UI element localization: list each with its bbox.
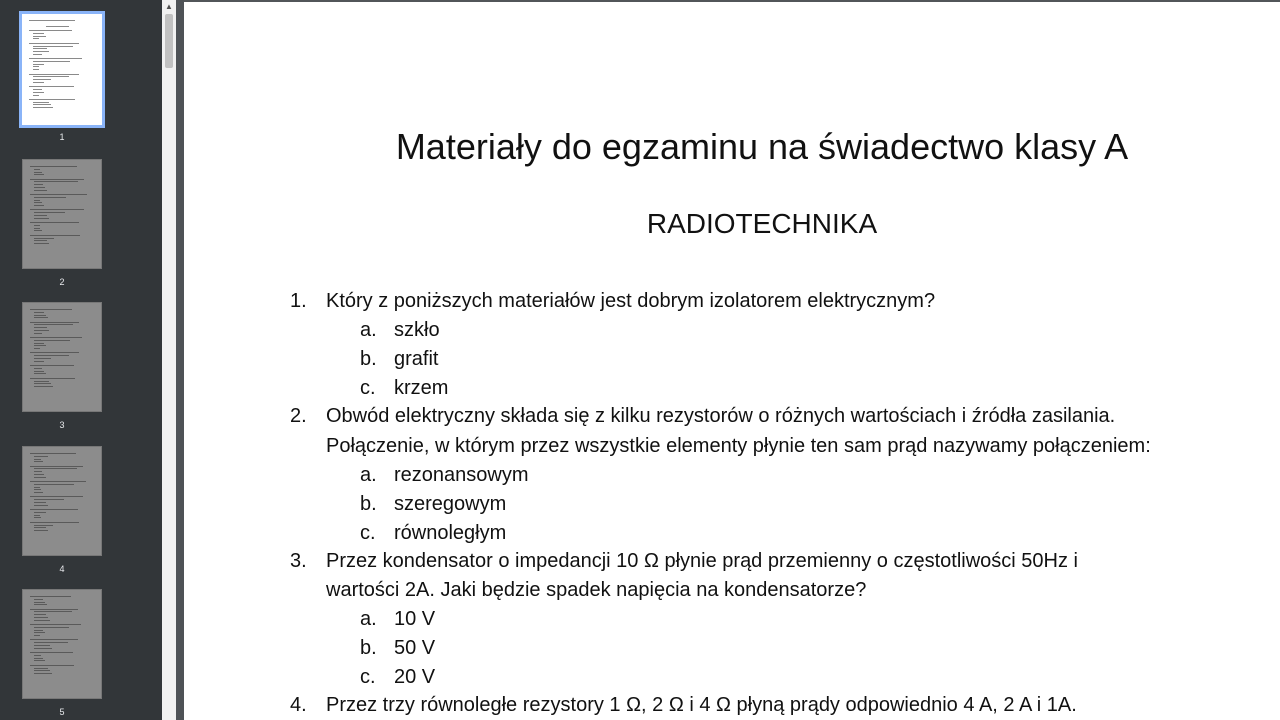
thumbnail-text-line bbox=[34, 468, 77, 469]
thumbnail-text-line bbox=[29, 86, 74, 87]
thumbnail-text-line bbox=[33, 69, 39, 70]
thumbnail-text-line bbox=[34, 530, 48, 531]
thumbnail-text-line bbox=[34, 525, 53, 526]
thumbnail-page-number: 3 bbox=[59, 420, 65, 430]
thumbnail-text-line bbox=[33, 104, 51, 105]
thumbnail-text-line bbox=[34, 599, 43, 600]
thumbnail-text-line bbox=[34, 386, 53, 387]
thumbnail-text-line bbox=[34, 230, 42, 231]
thumbnail-text-line bbox=[34, 197, 66, 198]
thumbnail-text-line bbox=[34, 327, 47, 328]
option-letter: a. bbox=[360, 319, 377, 341]
option-letter: b. bbox=[360, 637, 377, 659]
thumbnail-text-line bbox=[34, 225, 40, 226]
option-text: grafit bbox=[394, 348, 439, 370]
option-letter: c. bbox=[360, 522, 376, 544]
thumbnail-text-line bbox=[34, 333, 42, 334]
sidebar-scrollbar[interactable] bbox=[162, 0, 176, 720]
thumbnail-page-3[interactable] bbox=[0, 302, 162, 442]
thumbnail-text-line bbox=[34, 630, 43, 631]
thumbnail-text-line bbox=[34, 670, 50, 671]
question-text: Połączenie, w którym przez wszystkie elementy płynie ten sam prąd nazywamy połączeniem: bbox=[326, 435, 1151, 457]
thumbnail-text-line bbox=[30, 179, 84, 180]
thumbnail-text-line bbox=[33, 102, 49, 103]
thumbnail-text-line bbox=[33, 107, 53, 108]
thumbnail-text-line bbox=[34, 355, 69, 356]
thumbnail-text-line bbox=[30, 378, 75, 379]
thumbnail-text-line bbox=[34, 611, 72, 612]
option-letter: a. bbox=[360, 608, 377, 630]
thumbnail-page-5[interactable] bbox=[0, 589, 162, 720]
thumbnail-text-line bbox=[34, 505, 48, 506]
thumbnail-text-line bbox=[30, 481, 86, 482]
option-letter: c. bbox=[360, 666, 376, 688]
question-number: 3. bbox=[290, 550, 307, 572]
thumbnail-text-line bbox=[30, 222, 79, 223]
thumbnail-text-line bbox=[34, 527, 46, 528]
thumbnail-text-line bbox=[33, 54, 42, 55]
thumbnail-text-line bbox=[30, 365, 74, 366]
thumbnail-text-line bbox=[30, 337, 82, 338]
document-page bbox=[184, 2, 1280, 720]
thumbnail-text-line bbox=[30, 624, 81, 625]
thumbnail-text-line bbox=[34, 373, 46, 374]
thumbnail-text-line bbox=[34, 627, 69, 628]
thumbnail-text-line bbox=[34, 517, 41, 518]
thumbnail-text-line bbox=[34, 474, 44, 475]
thumbnail-text-line bbox=[33, 64, 44, 65]
thumbnail-text-line bbox=[33, 95, 39, 96]
thumbnail-text-line bbox=[34, 383, 51, 384]
thumbnail-sidebar bbox=[0, 0, 162, 720]
thumbnail-text-line bbox=[34, 673, 52, 674]
thumbnail-image bbox=[19, 11, 105, 128]
thumbnail-text-line bbox=[34, 317, 48, 318]
thumbnail-text-line bbox=[34, 218, 49, 219]
thumbnail-image bbox=[22, 589, 102, 699]
thumbnail-text-line bbox=[34, 190, 47, 191]
thumbnail-text-line bbox=[34, 617, 48, 618]
thumbnail-text-line bbox=[33, 82, 44, 83]
thumbnail-text-line bbox=[34, 348, 40, 349]
option-text: rezonansowym bbox=[394, 464, 529, 486]
thumbnail-text-line bbox=[34, 174, 44, 175]
thumbnail-text-line bbox=[34, 330, 49, 331]
option-text: krzem bbox=[394, 377, 449, 399]
thumbnail-text-line bbox=[33, 51, 49, 52]
question-text: Który z poniższych materiałów jest dobrym izolatorem elektrycznym? bbox=[326, 290, 936, 312]
thumbnail-text-line bbox=[33, 33, 44, 34]
thumbnail-text-line bbox=[34, 340, 70, 341]
thumbnail-text-line bbox=[34, 614, 46, 615]
thumbnail-text-line bbox=[34, 515, 40, 516]
thumbnail-text-line bbox=[30, 194, 87, 195]
thumbnail-text-line bbox=[34, 655, 41, 656]
document-title: Materiały do egzaminu na świadectwo klasy A bbox=[395, 126, 1129, 167]
option-letter: c. bbox=[360, 377, 376, 399]
thumbnail-text-line bbox=[46, 26, 69, 27]
thumbnail-text-line bbox=[34, 324, 73, 325]
thumbnail-text-line bbox=[30, 235, 80, 236]
thumbnail-page-4[interactable] bbox=[0, 446, 162, 586]
thumbnail-text-line bbox=[34, 238, 54, 239]
thumbnail-page-2[interactable] bbox=[0, 159, 162, 299]
thumbnail-text-line bbox=[29, 58, 82, 59]
question-text: Przez trzy równoległe rezystory 1 Ω, 2 Ω i 4 Ω płyną prądy odpowiednio 4 A, 2 A i 1A. bbox=[326, 694, 1077, 716]
page-gutter bbox=[176, 0, 184, 720]
thumbnail-text-line bbox=[34, 169, 40, 170]
thumbnail-text-line bbox=[34, 502, 46, 503]
thumbnail-text-line bbox=[34, 358, 51, 359]
thumbnail-text-line bbox=[30, 652, 73, 653]
thumbnail-page-number: 2 bbox=[59, 277, 65, 287]
thumbnail-text-line bbox=[34, 315, 46, 316]
question-text: Przez kondensator o impedancji 10 Ω płynie prąd przemienny o częstotliwości 50Hz i bbox=[326, 550, 1078, 572]
thumbnail-text-line bbox=[34, 202, 42, 203]
thumbnail-text-line bbox=[34, 492, 43, 493]
thumbnail-text-line bbox=[33, 36, 46, 37]
thumbnail-text-line bbox=[33, 46, 73, 47]
thumbnail-text-line bbox=[30, 352, 79, 353]
thumbnail-text-line bbox=[34, 205, 44, 206]
thumbnail-text-line bbox=[30, 639, 78, 640]
thumbnail-text-line bbox=[30, 609, 78, 610]
option-letter: b. bbox=[360, 493, 377, 515]
question-text: wartości 2A. Jaki będzie spadek napięcia na kondensatorze? bbox=[326, 579, 867, 601]
thumbnail-text-line bbox=[34, 368, 42, 369]
thumbnail-text-line bbox=[34, 456, 48, 457]
thumbnail-text-line bbox=[34, 471, 42, 472]
thumbnail-text-line bbox=[34, 668, 48, 669]
thumbnail-image bbox=[22, 446, 102, 556]
thumbnail-text-line bbox=[34, 484, 74, 485]
thumbnail-text-line bbox=[34, 632, 45, 633]
thumbnail-text-line bbox=[34, 172, 42, 173]
thumbnail-page-number: 1 bbox=[59, 132, 65, 142]
thumbnail-text-line bbox=[34, 645, 50, 646]
thumbnail-text-line bbox=[34, 381, 49, 382]
thumbnail-text-line bbox=[34, 345, 46, 346]
thumbnail-text-line bbox=[34, 240, 47, 241]
thumbnail-page-number: 4 bbox=[59, 564, 65, 574]
thumbnail-text-line bbox=[34, 489, 41, 490]
thumbnail-text-line bbox=[34, 200, 40, 201]
thumbnail-text-line bbox=[29, 20, 75, 21]
thumbnail-text-line bbox=[30, 466, 83, 467]
thumbnail-text-line bbox=[29, 43, 79, 44]
option-text: 50 V bbox=[394, 637, 436, 659]
option-text: 10 V bbox=[394, 608, 436, 630]
thumbnail-text-line bbox=[34, 620, 50, 621]
thumbnail-text-line bbox=[33, 92, 44, 93]
thumbnail-text-line bbox=[33, 38, 39, 39]
thumbnail-text-line bbox=[33, 66, 39, 67]
thumbnail-text-line bbox=[34, 312, 44, 313]
thumbnail-text-line bbox=[30, 209, 84, 210]
thumbnail-text-line bbox=[34, 228, 40, 229]
option-letter: b. bbox=[360, 348, 377, 370]
question-number: 4. bbox=[290, 694, 307, 716]
thumbnail-page-1[interactable] bbox=[0, 14, 162, 154]
thumbnail-text-line bbox=[34, 477, 46, 478]
thumbnail-text-line bbox=[30, 453, 76, 454]
thumbnail-text-line bbox=[33, 76, 69, 77]
thumbnail-text-line bbox=[34, 499, 64, 500]
thumbnail-text-line bbox=[30, 509, 78, 510]
thumbnail-text-line bbox=[34, 184, 43, 185]
thumbnail-image bbox=[22, 159, 102, 269]
thumbnail-text-line bbox=[30, 322, 79, 323]
thumbnail-text-line bbox=[33, 48, 47, 49]
thumbnail-text-line bbox=[30, 309, 72, 310]
thumbnail-text-line bbox=[30, 596, 71, 597]
thumbnail-text-line bbox=[34, 648, 52, 649]
scrollbar-thumb[interactable] bbox=[165, 14, 173, 68]
thumbnail-text-line bbox=[34, 459, 41, 460]
thumbnail-text-line bbox=[34, 371, 44, 372]
thumbnail-text-line bbox=[33, 61, 70, 62]
thumbnail-text-line bbox=[34, 212, 65, 213]
thumbnail-text-line bbox=[30, 522, 79, 523]
thumbnail-text-line bbox=[29, 74, 79, 75]
thumbnail-text-line bbox=[34, 343, 44, 344]
document-subtitle: RADIOTECHNIKA bbox=[646, 208, 878, 239]
thumbnail-text-line bbox=[33, 79, 51, 80]
thumbnail-text-line bbox=[29, 99, 75, 100]
thumbnail-text-line bbox=[34, 181, 78, 182]
thumbnail-text-line bbox=[34, 361, 44, 362]
thumbnail-text-line bbox=[34, 635, 40, 636]
thumbnail-text-line bbox=[29, 30, 72, 31]
thumbnail-text-line bbox=[34, 512, 46, 513]
question-text: Obwód elektryczny składa się z kilku rezystorów o różnych wartościach i źródła zasilania. bbox=[326, 405, 1116, 427]
thumbnail-image bbox=[22, 302, 102, 412]
thumbnail-text-line bbox=[34, 461, 43, 462]
thumbnail-text-line bbox=[34, 660, 45, 661]
thumbnail-text-line bbox=[34, 658, 43, 659]
thumbnail-text-line bbox=[30, 496, 83, 497]
question-number: 1. bbox=[290, 290, 307, 312]
thumbnail-text-line bbox=[33, 89, 42, 90]
thumbnail-text-line bbox=[34, 215, 47, 216]
scroll-up-arrow-icon[interactable]: ▲ bbox=[165, 2, 173, 11]
option-text: szeregowym bbox=[394, 493, 507, 515]
thumbnail-text-line bbox=[34, 604, 47, 605]
thumbnail-text-line bbox=[34, 642, 68, 643]
thumbnail-text-line bbox=[34, 602, 45, 603]
thumbnail-page-number: 5 bbox=[59, 707, 65, 717]
thumbnail-text-line bbox=[34, 243, 49, 244]
option-text: 20 V bbox=[394, 666, 436, 688]
option-text: równoległym bbox=[394, 522, 507, 544]
thumbnail-text-line bbox=[30, 665, 74, 666]
thumbnail-text-line bbox=[34, 487, 40, 488]
option-text: szkło bbox=[394, 319, 440, 341]
question-number: 2. bbox=[290, 405, 307, 427]
thumbnail-text-line bbox=[30, 166, 77, 167]
option-letter: a. bbox=[360, 464, 377, 486]
thumbnail-text-line bbox=[34, 187, 45, 188]
